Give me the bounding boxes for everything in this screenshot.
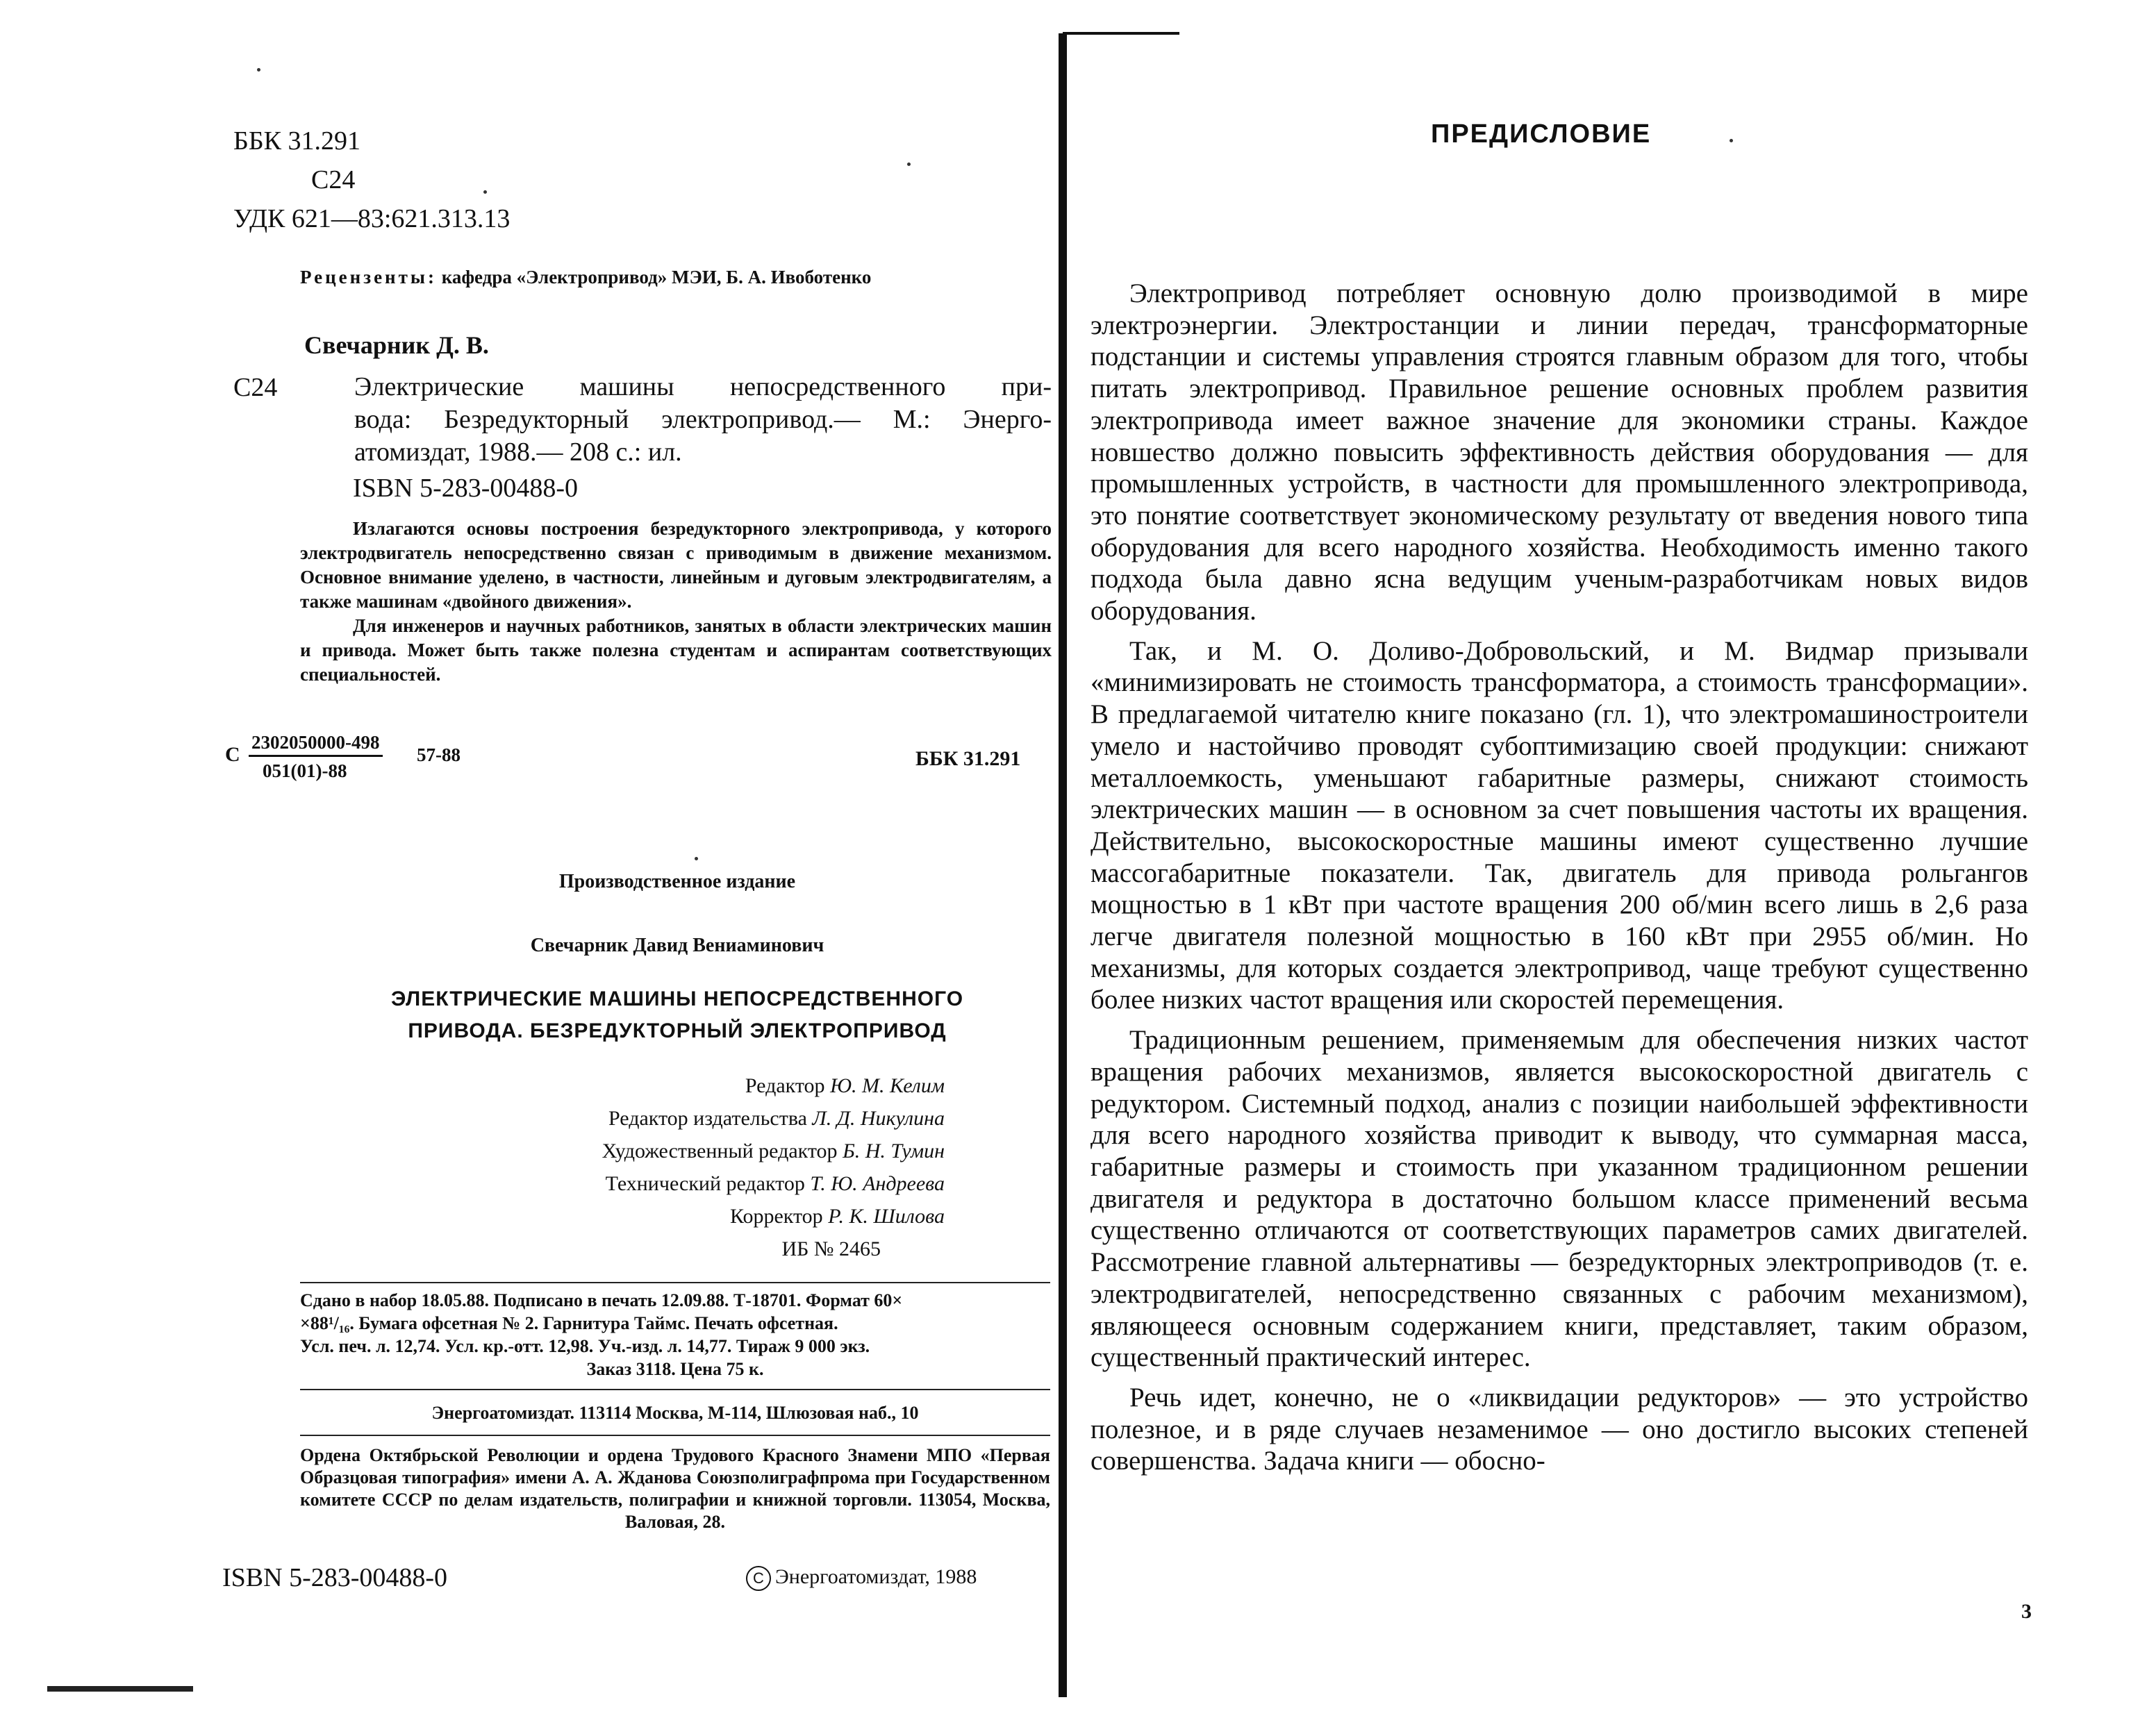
bbk-code-right: ББК 31.291 [915, 747, 1021, 770]
index-suffix: 57-88 [417, 744, 461, 765]
author-sign: C24 [311, 165, 356, 194]
credit-name: Ю. М. Келим [830, 1074, 945, 1097]
copyright [746, 1565, 977, 1591]
credit-role: Редактор издательства [608, 1107, 807, 1130]
preface-paragraph: Электропривод потребляет основную долю производимой в мире электроэнергии. Электростанции и линии передач, трансформаторные подстанции и системы управления строятся главным образом для того, чтобы питать электропривод. Правильное решение основных проблем развития электропривода имеет важное значение для экономики страны. Каждое новшество должно повысить эффективность действия оборудования — для промышленных устройств, в частности для промышленного электропривода, это понятие соответствует экономическому результату от введения нового типа оборудования для всего народного хозяйства. Необходимость именно такого подхода была давно ясна ведущим ученым-разработчикам новых видов оборудования. [1091, 278, 2028, 626]
catalog-code: C24 [233, 373, 278, 402]
print-info-line: ×88¹/₁₆. Бумага офсетная № 2. Гарнитура Таймс. Печать офсетная. [300, 1313, 838, 1333]
isbn: ISBN 5-283-00488-0 [353, 474, 579, 503]
credit-role: Технический редактор [605, 1172, 805, 1195]
udk-code: УДК 621—83:621.313.13 [233, 204, 511, 233]
credit-role: Редактор [745, 1074, 825, 1097]
production-label: Производственное издание [558, 871, 796, 892]
credit-role: Корректор [729, 1205, 823, 1228]
print-info-line: Заказ 3118. Цена 75 к. [586, 1359, 764, 1379]
divider [300, 1282, 1050, 1283]
credit-line [431, 1167, 945, 1200]
book-title-line: ЭЛЕКТРИЧЕСКИЕ МАШИНЫ НЕПОСРЕДСТВЕННОГО [390, 987, 964, 1010]
preface-paragraph: Речь идет, конечно, не о «ликвидации редукторов» — это устройство полезное, и в ряде случаев незаменимое — оно достигло высоких степеней совершенства. Задача книги — обосно- [1091, 1382, 2028, 1476]
scan-speck [695, 857, 698, 860]
reviewers [300, 267, 1050, 288]
annotation [300, 517, 1052, 687]
page-number: 3 [2021, 1600, 2032, 1623]
annotation-paragraph: Для инженеров и научных работников, занятых в области электрических машин и привода. Может быть также полезна студентам и аспирантам соответствующих специальностей. [300, 615, 1052, 685]
ib-number: ИБ № 2465 [781, 1237, 881, 1260]
reviewers-label: Рецензенты: [300, 267, 437, 287]
credit-name: Т. Ю. Андреева [810, 1172, 945, 1195]
print-info [300, 1289, 1050, 1381]
credit-name: Б. Н. Тумин [843, 1140, 945, 1162]
divider [300, 1389, 1050, 1390]
isbn-bottom: ISBN 5-283-00488-0 [222, 1563, 448, 1592]
copyright-text: Энергоатомиздат, 1988 [775, 1565, 977, 1588]
title-line: Электрические машины непосредственного при- [354, 372, 1052, 401]
preface-body [1091, 278, 2028, 1477]
credit-line [431, 1102, 945, 1135]
index-numerator: 2302050000-498 [249, 732, 383, 757]
annotation-paragraph: Излагаются основы построения безредукторного электропривода, у которого электродвигатель непосредственно связан с приводимым в движение механизмом. Основное внимание уделено, в частности, линейным и дуговым электродвигателям, а также машинам «двойного движения». [300, 518, 1052, 612]
scan-speck [257, 68, 260, 72]
preface-paragraph: Традиционным решением, применяемым для обеспечения низких частот вращения рабочих механизмов, является высокоскоростной двигатель с редуктором. Системный подход, анализ с позиции наибольшей эффективности для всего народного хозяйства приводит к выводу, что суммарная масса, габаритные размеры и стоимость при указанном традиционном решении двигателя и редуктора в достаточно большом классе применений весьма существенно отличаются от соответствующих параметров самих двигателей. Рассмотрение главной альтернативы — безредукторных электроприводов (т. е. электродвигателей, непосредственно связанных с рабочим механизмом), являющееся основным содержанием книги, представляет, таким образом, существенный практический интерес. [1091, 1025, 2028, 1373]
author-name: Свечарник Д. В. [304, 331, 489, 359]
reviewers-text: кафедра «Электропривод» МЭИ, Б. А. Ивоботенко [441, 267, 872, 287]
credit-role: Художественный редактор [602, 1140, 838, 1162]
book-title-line: ПРИВОДА. БЕЗРЕДУКТОРНЫЙ ЭЛЕКТРОПРИВОД [408, 1019, 947, 1042]
credit-line [431, 1135, 945, 1167]
page-edge-shadow [47, 1686, 193, 1692]
section-heading: ПРЕДИСЛОВИЕ [1431, 119, 1652, 149]
page-binding-shadow [1059, 33, 1067, 1697]
print-info-line: Усл. печ. л. 12,74. Усл. кр.-отт. 12,98. Уч.-изд. л. 14,77. Тираж 9 000 экз. [300, 1336, 870, 1356]
print-info-line: Сдано в набор 18.05.88. Подписано в печать 12.09.88. Т-18701. Формат 60× [300, 1290, 903, 1310]
title-line: атомиздат, 1988.— 208 с.: ил. [354, 437, 682, 467]
credits [431, 1069, 945, 1265]
page-corner-mark [1063, 32, 1179, 35]
publisher-address: Энергоатомиздат. 113114 Москва, М-114, Шлюзовая наб., 10 [431, 1403, 919, 1423]
divider [300, 1435, 1050, 1436]
author-full-name: Свечарник Давид Вениаминович [530, 935, 824, 956]
credit-name: Р. К. Шилова [828, 1205, 945, 1228]
title-line: вода: Безредукторный электропривод.— М.: Энерго- [354, 405, 1052, 434]
printing-house: Ордена Октябрьской Революции и ордена Трудового Красного Знамени МПО «Первая Образцовая типография» имени А. А. Жданова Союзполиграфпрома при Государственном комитете СССР по делам издательств, полиграфии и книжной торговли. 113054, Москва, Валовая, 28. [300, 1445, 1050, 1532]
index-c: C [225, 743, 240, 766]
scan-speck [1730, 139, 1733, 142]
credit-name: Л. Д. Никулина [812, 1107, 945, 1130]
bbk-code: ББК 31.291 [233, 126, 360, 156]
preface-paragraph: Так, и М. О. Доливо-Добровольский, и М. Видмар призывали «минимизировать не стоимость трансформатора, а стоимость трансформации». В предлагаемой читателю книге показано (гл. 1), что электромашиностроители умело и настойчиво проводят субоптимизацию своей продукции: снижают металлоемкость, уменьшают габаритные размеры, снижают стоимость электрических машин — в основном за счет повышения частоты их вращения. Действительно, высокоскоростные машины имеют существенно лучшие массогабаритные показатели. Так, двигатель для привода рольгангов мощностью в 1 кВт при частоте вращения 200 об/мин всего лишь в 2,6 раза легче двигателя полезной мощностью в 160 кВт при 2955 об/мин. Но механизмы, для которых создается электропривод, чаще требуют существенно более низких частот вращения или скоростей перемещения. [1091, 635, 2028, 1015]
bibliographic-title [354, 371, 1052, 469]
credit-line [431, 1069, 945, 1102]
copyright-icon: C [746, 1566, 771, 1591]
index-denominator: 051(01)-88 [263, 760, 347, 781]
credit-line [431, 1200, 945, 1233]
scan-speck [907, 162, 911, 166]
scan-speck [483, 190, 487, 194]
book-title [299, 983, 1056, 1047]
